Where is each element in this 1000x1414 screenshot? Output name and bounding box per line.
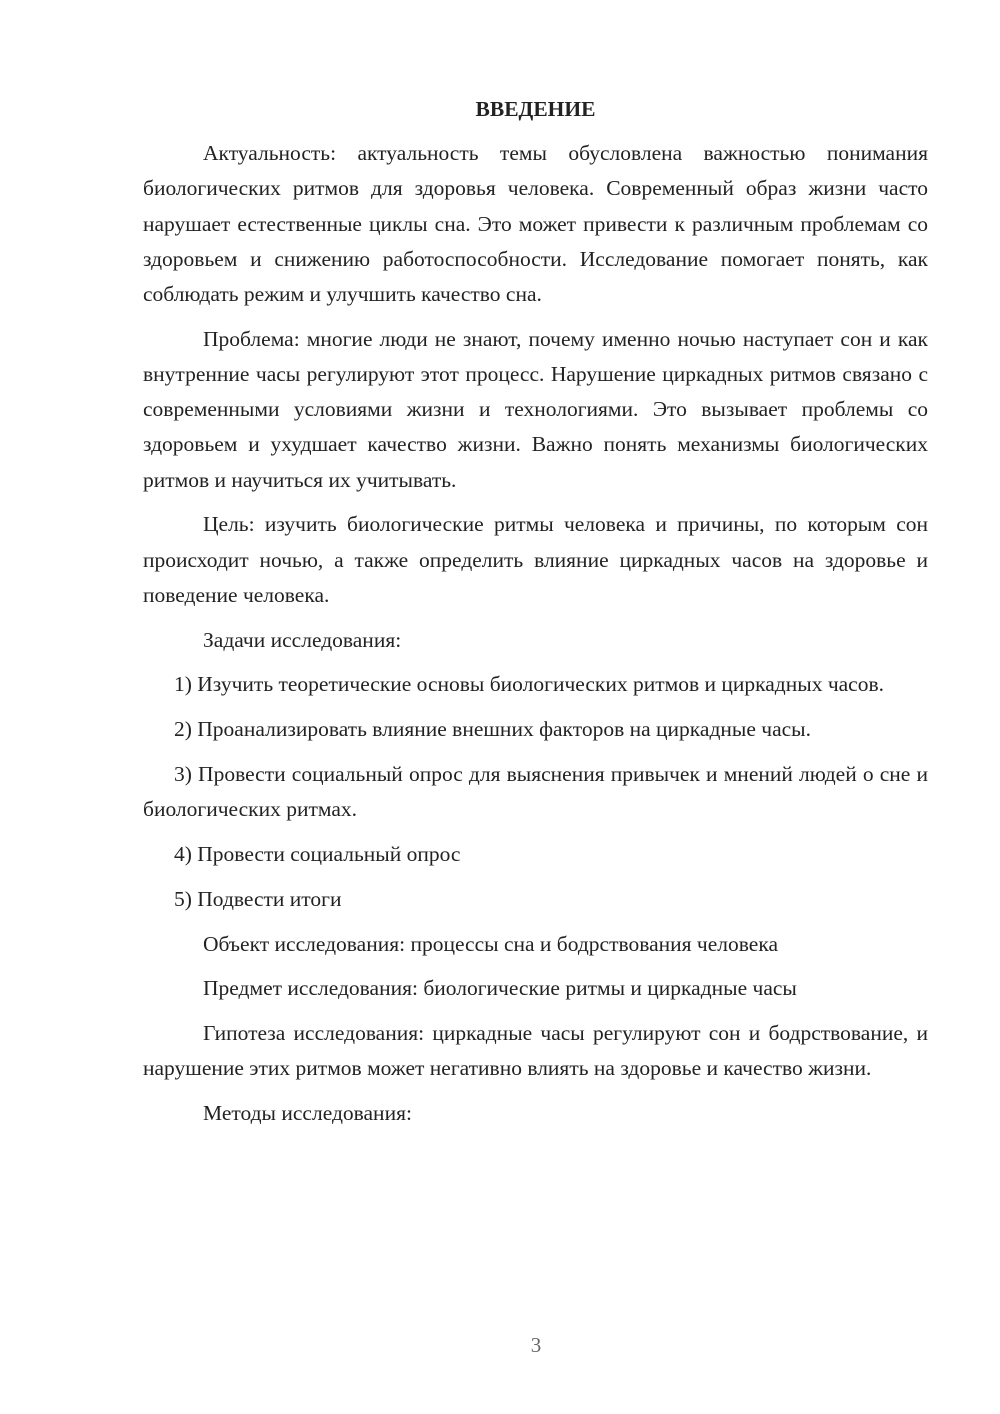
page-number: 3 [530, 1333, 542, 1357]
task-item-4: 4) Провести социальный опрос [174, 842, 461, 867]
section-title: ВВЕДЕНИЕ [475, 97, 596, 121]
hypothesis-paragraph: Гипотеза исследования: циркадные часы регулируют сон и бодрствование, и нарушение этих ритмов может негативно влиять на здоровье и качество жизни. [143, 1021, 928, 1081]
task-item-3: 3) Провести социальный опрос для выяснения привычек и мнений людей о сне и биологических ритмах. [143, 762, 928, 822]
methods-heading: Методы исследования: [203, 1101, 412, 1126]
tasks-heading: Задачи исследования: [203, 627, 402, 652]
relevance-paragraph: Актуальность: актуальность темы обусловлена важностью понимания биологических ритмов для здоровья человека. Современный образ жизни часто нарушает естественные циклы сна. Это может привести к различным проблемам со здоровьем и снижению работоспособности. Исследование помогает понять, как соблюдать режим и улучшить качество сна. [143, 141, 928, 307]
object-paragraph: Объект исследования: процессы сна и бодрствования человека [203, 931, 778, 956]
document-page [143, 92, 928, 1141]
task-item-2: 2) Проанализировать влияние внешних факторов на циркадные часы. [174, 717, 811, 742]
task-item-5: 5) Подвести итоги [174, 886, 342, 911]
goal-paragraph: Цель: изучить биологические ритмы человека и причины, по которым сон происходит ночью, а также определить влияние циркадных часов на здоровье и поведение человека. [143, 512, 928, 607]
task-item-1: 1) Изучить теоретические основы биологических ритмов и циркадных часов. [174, 672, 884, 697]
subject-paragraph: Предмет исследования: биологические ритмы и циркадные часы [203, 976, 797, 1001]
problem-paragraph: Проблема: многие люди не знают, почему именно ночью наступает сон и как внутренние часы регулируют этот процесс. Нарушение циркадных ритмов связано с современными условиями жизни и технологиями. Это вызывает проблемы со здоровьем и ухудшает качество жизни. Важно понять механизмы биологических ритмов и научиться их учитывать. [143, 326, 928, 492]
